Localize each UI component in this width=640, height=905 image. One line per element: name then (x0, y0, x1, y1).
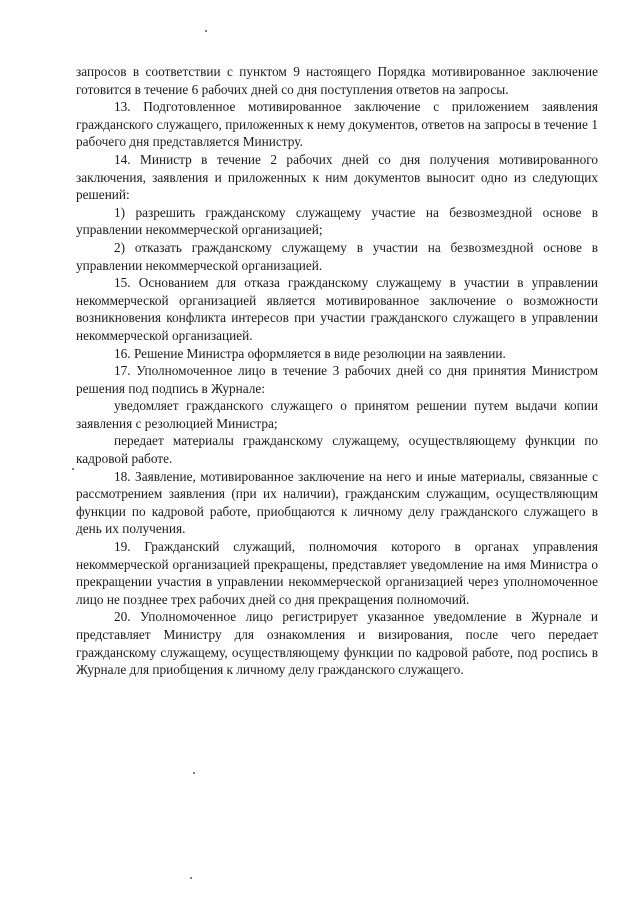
scan-speck (72, 468, 74, 470)
scan-speck (205, 30, 207, 32)
paragraph: 17. Уполномоченное лицо в течение 3 рабочих дней со дня принятия Министром решения под подпись в Журнале: (76, 363, 598, 396)
paragraph: 16. Решение Министра оформляется в виде резолюции на заявлении. (114, 345, 506, 361)
scan-speck (193, 772, 195, 774)
paragraph: уведомляет гражданского служащего о принятом решении путем выдачи копии заявления с резолюцией Министра; (76, 398, 598, 431)
paragraph: 14. Министр в течение 2 рабочих дней со дня получения мотивированного заключения, заявления и приложенных к ним документов выносит одно из следующих решений: (76, 151, 598, 203)
document-body (76, 63, 598, 679)
paragraph: передает материалы гражданскому служащему, осуществляющему функции по кадровой работе. (76, 433, 598, 467)
paragraph: 19. Гражданский служащий, полномочия которого в органах управления некоммерческой организацией прекращены, представляет уведомление на имя Министра о прекращении участия в управлении некоммерческой организацией через уполномоченное лицо не позднее трех рабочих дней со дня прекращения полномочий. (76, 539, 598, 607)
paragraph: 15. Основанием для отказа гражданскому служащему в участии в управлении некоммерческой организацией является мотивированное заключение о возможности возникновения конфликта интересов при участии гражданского служащего в управлении некоммерческой организацией. (76, 275, 598, 343)
paragraph: запросов в соответствии с пунктом 9 настоящего Порядка мотивированное заключение готовится в течение 6 рабочих дней со дня поступления ответов на запросы. (76, 64, 598, 97)
paragraph: 1) разрешить гражданскому служащему участие на безвозмездной основе в управлении некоммерческой организацией; (76, 204, 598, 238)
paragraph: 13. Подготовленное мотивированное заключение с приложением заявления гражданского служащего, приложенных к нему документов, ответов на запросы в течение 1 рабочего дня представляется Министру. (76, 99, 598, 150)
paragraph: 20. Уполномоченное лицо регистрирует указанное уведомление в Журнале и представляет Министру для ознакомления и визирования, после чего передает гражданскому служащему, осуществляющему функции по кадровой работе, под роспись в Журнале для приобщения к личному делу гражданского служащего. (76, 609, 598, 678)
paragraph: 2) отказать гражданскому служащему в участии на безвозмездной основе в управлении некоммерческой организацией. (76, 239, 598, 273)
scan-speck (190, 877, 192, 879)
paragraph: 18. Заявление, мотивированное заключение на него и иные материалы, связанные с рассмотрением заявления (при их наличии), гражданским служащим, осуществляющим функции по кадровой работе, приобщаются к личному делу гражданского служащего в день их получения. (76, 468, 598, 537)
